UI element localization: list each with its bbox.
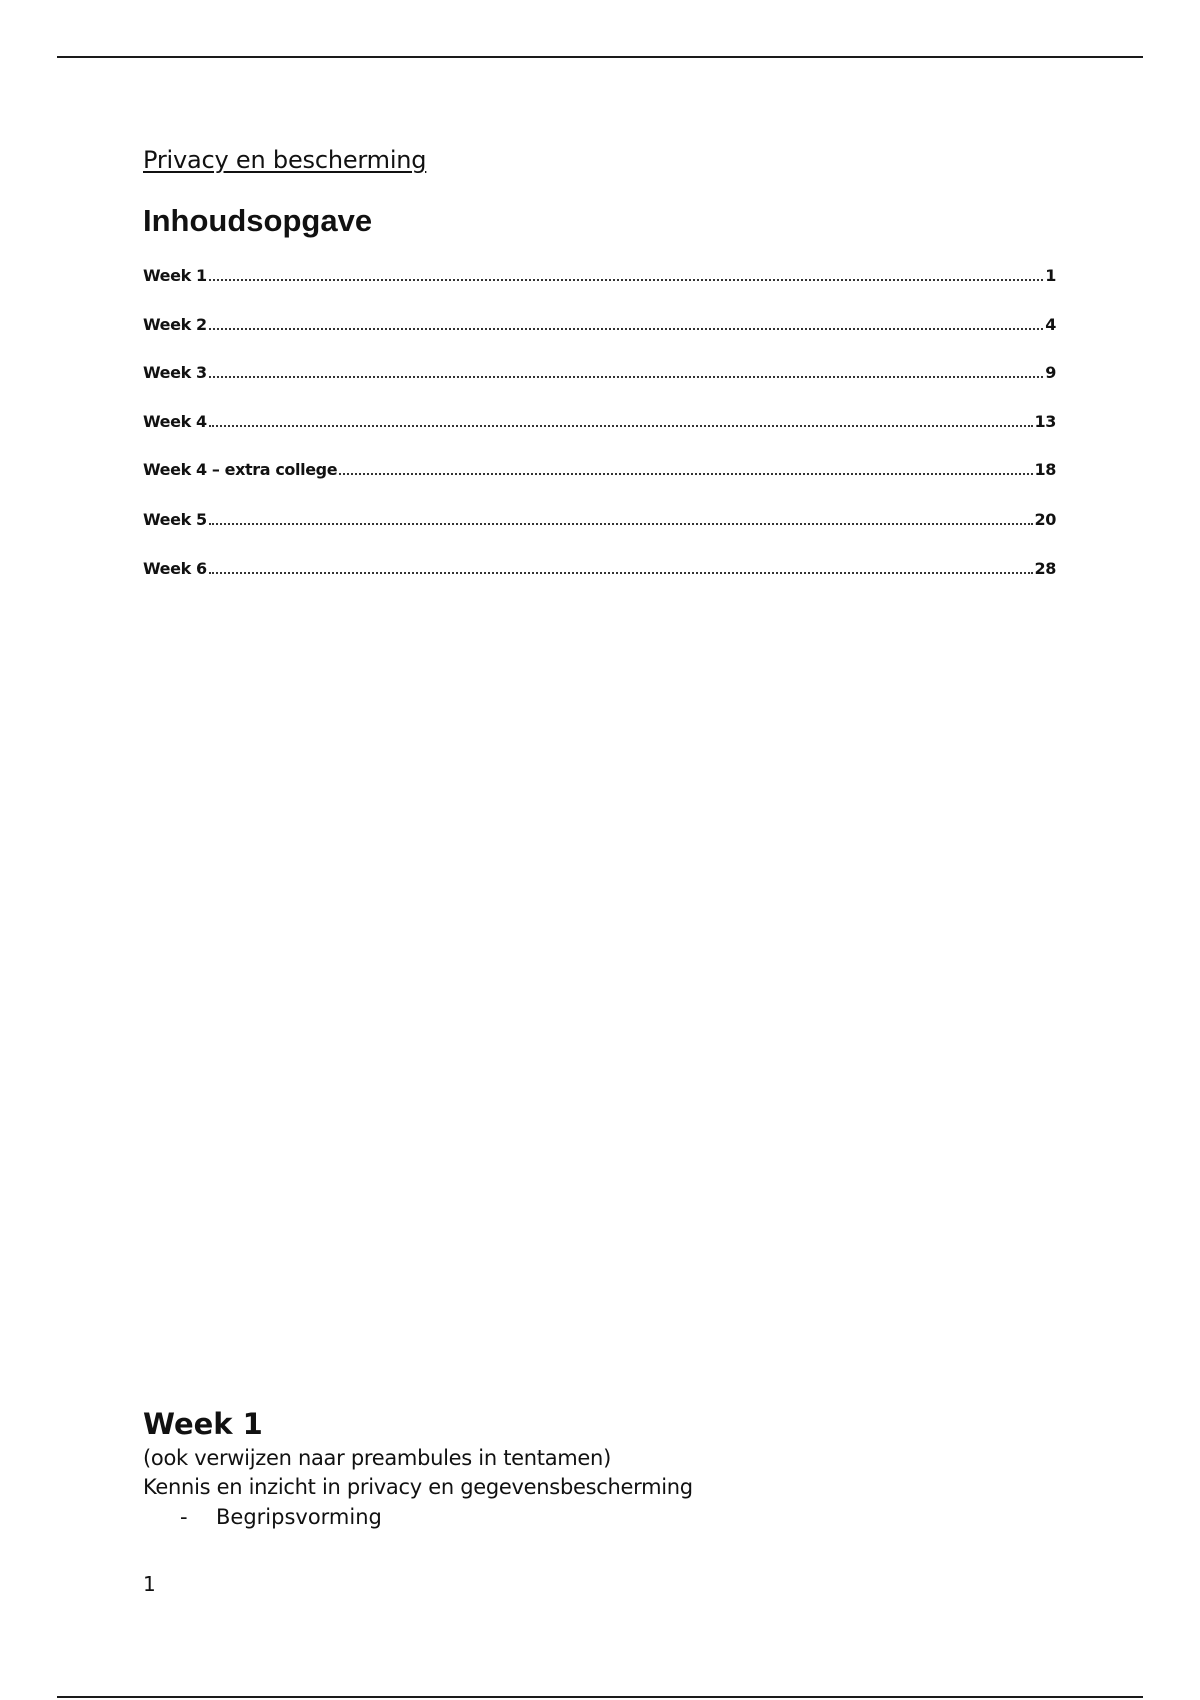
toc-entry[interactable]	[143, 559, 1056, 578]
toc-entry[interactable]	[143, 510, 1056, 529]
toc-entry[interactable]	[143, 460, 1056, 479]
footer-rule	[57, 1696, 1143, 1698]
toc-entry-label: Week 1	[143, 266, 207, 285]
document-title: Privacy en bescherming	[143, 146, 427, 174]
toc-leader-dots	[209, 523, 1033, 525]
toc-leader-dots	[209, 572, 1033, 574]
toc-entry-page: 18	[1034, 460, 1056, 479]
toc-entry-label: Week 5	[143, 510, 207, 529]
toc-leader-dots	[209, 328, 1044, 330]
toc-entry-page: 28	[1034, 559, 1056, 578]
page-number: 1	[143, 1572, 156, 1596]
bullet-marker: -	[180, 1505, 188, 1529]
toc-entry-page: 9	[1045, 363, 1056, 382]
toc-entry-label: Week 2	[143, 315, 207, 334]
body-text-line: Kennis en inzicht in privacy en gegevensbescherming	[143, 1475, 693, 1499]
toc-leader-dots	[209, 376, 1044, 378]
toc-entry-page: 20	[1034, 510, 1056, 529]
toc-entry[interactable]	[143, 315, 1056, 334]
toc-leader-dots	[209, 425, 1033, 427]
toc-entry-page: 4	[1045, 315, 1056, 334]
bullet-text: Begripsvorming	[216, 1505, 382, 1529]
toc-entry[interactable]	[143, 412, 1056, 431]
header-rule	[57, 56, 1143, 58]
toc-entry-label: Week 4	[143, 412, 207, 431]
toc-leader-dots	[209, 279, 1044, 281]
toc-heading: Inhoudsopgave	[143, 203, 373, 238]
toc-entry-page: 13	[1034, 412, 1056, 431]
toc-entry-label: Week 3	[143, 363, 207, 382]
toc-entry[interactable]	[143, 266, 1056, 285]
section-heading-week-1: Week 1	[143, 1407, 263, 1441]
toc-entry[interactable]	[143, 363, 1056, 382]
toc-leader-dots	[339, 473, 1032, 475]
body-text-line: (ook verwijzen naar preambules in tentamen)	[143, 1446, 611, 1470]
toc-entry-label: Week 6	[143, 559, 207, 578]
toc-entry-page: 1	[1045, 266, 1056, 285]
toc-entry-label: Week 4 – extra college	[143, 460, 338, 479]
bullet-item	[180, 1505, 382, 1529]
